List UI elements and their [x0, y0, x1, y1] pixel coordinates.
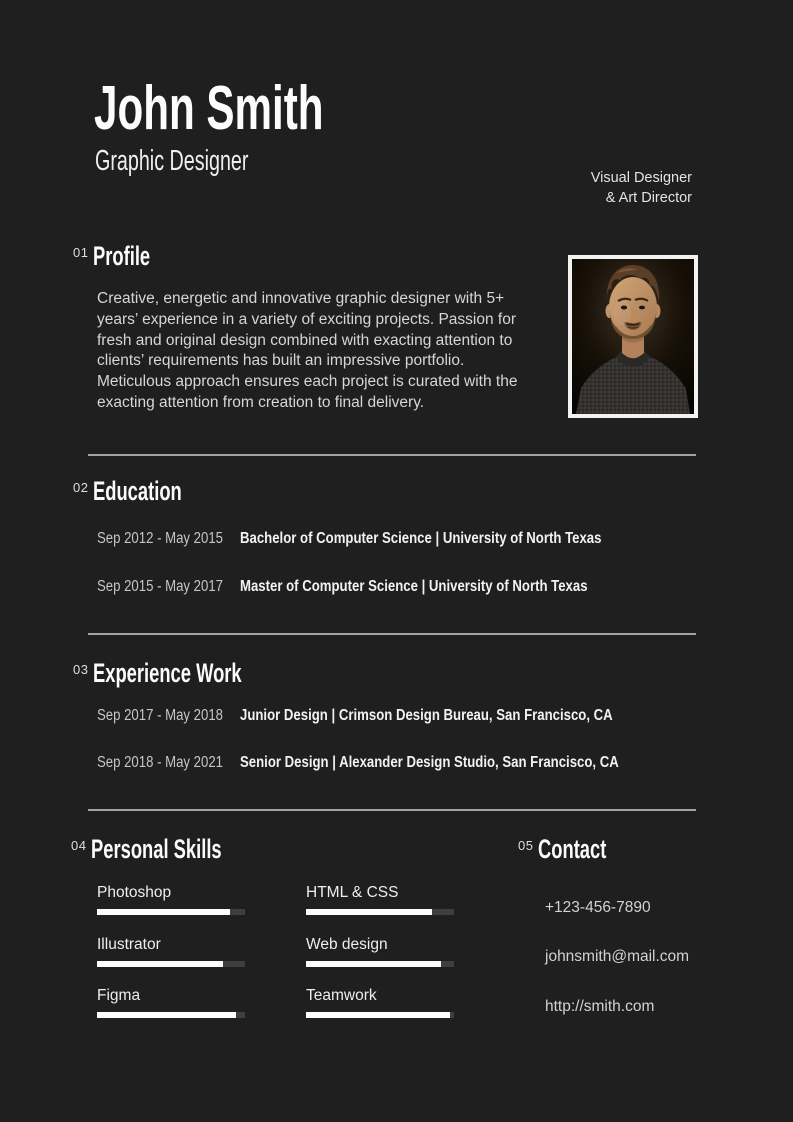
contact-section-title: Contact: [538, 834, 607, 864]
education-dates: Sep 2015 - May 2017: [97, 578, 223, 595]
profile-section-title: Profile: [93, 241, 151, 271]
education-row: [97, 530, 665, 548]
tagline-line-2: & Art Director: [605, 190, 692, 206]
education-detail: Bachelor of Computer Science | University of North Texas: [240, 530, 602, 547]
profile-section-heading: [73, 243, 178, 270]
tagline: [591, 168, 692, 208]
skills-section-title: Personal Skills: [91, 834, 223, 864]
skill-bar: [97, 909, 245, 915]
experience-detail: Senior Design | Alexander Design Studio, San Francisco, CA: [240, 754, 619, 771]
profile-section-number: 01: [73, 245, 89, 260]
divider-3: [88, 809, 696, 811]
contact-phone: +123-456-7890: [545, 899, 651, 916]
skill-item: [97, 937, 307, 967]
skill-bar: [306, 1012, 454, 1018]
job-title-text: Graphic Designer: [95, 145, 249, 177]
skill-bar-fill: [306, 1012, 450, 1018]
education-section-heading: [73, 478, 224, 505]
skills-section-number: 04: [71, 838, 87, 853]
portrait-illustration: [572, 259, 694, 414]
portrait-photo: [568, 255, 698, 418]
skill-bar: [306, 909, 454, 915]
education-dates: Sep 2012 - May 2015: [97, 530, 223, 547]
skill-label: Photoshop: [97, 884, 172, 901]
person-name-text: John Smith: [94, 74, 324, 143]
education-row: [97, 578, 649, 596]
education-detail: Master of Computer Science | University of North Texas: [240, 578, 588, 595]
skill-bar-fill: [306, 961, 441, 967]
skill-item: [306, 988, 516, 1018]
experience-dates: Sep 2017 - May 2018: [97, 707, 223, 724]
profile-summary: Creative, energetic and innovative graphic designer with 5+ years’ experience in a variety of exciting projects. Passion for fresh and original design combined with exacting attention to clients’ requirements has built an impressive portfolio. Meticulous approach ensures each project is curated with the exacting attention from creation to final delivery.: [97, 290, 518, 411]
contact-section-heading: [518, 836, 639, 863]
experience-detail: Junior Design | Crimson Design Bureau, San Francisco, CA: [240, 707, 613, 724]
job-title: [95, 147, 321, 176]
skill-label: Web design: [306, 936, 388, 953]
skill-bar: [97, 1012, 245, 1018]
contact-email: johnsmith@mail.com: [545, 948, 690, 965]
skill-bar: [97, 961, 245, 967]
divider-1: [88, 454, 696, 456]
education-section-title: Education: [93, 476, 183, 506]
experience-section-heading: [73, 660, 312, 687]
experience-section-title: Experience Work: [93, 658, 243, 688]
tagline-line-1: Visual Designer: [590, 170, 692, 186]
skill-label: HTML & CSS: [306, 884, 399, 901]
skills-section-heading: [71, 836, 284, 863]
contact-website: http://smith.com: [545, 998, 655, 1015]
skill-bar-fill: [97, 909, 230, 915]
education-section-number: 02: [73, 480, 89, 495]
skill-bar-fill: [306, 909, 432, 915]
skill-bar-fill: [97, 1012, 236, 1018]
experience-row: [97, 707, 678, 725]
contact-section-number: 05: [518, 838, 534, 853]
experience-dates: Sep 2018 - May 2021: [97, 754, 223, 771]
skill-bar: [306, 961, 454, 967]
skill-label: Teamwork: [306, 987, 377, 1004]
divider-2: [88, 633, 696, 635]
skill-item: [306, 937, 516, 967]
skill-label: Illustrator: [97, 936, 161, 953]
skill-bar-fill: [97, 961, 223, 967]
skill-item: [97, 988, 307, 1018]
skill-item: [97, 885, 307, 915]
skill-label: Figma: [97, 987, 141, 1004]
skill-item: [306, 885, 516, 915]
experience-section-number: 03: [73, 662, 89, 677]
person-name: [94, 74, 432, 143]
experience-row: [97, 754, 686, 772]
